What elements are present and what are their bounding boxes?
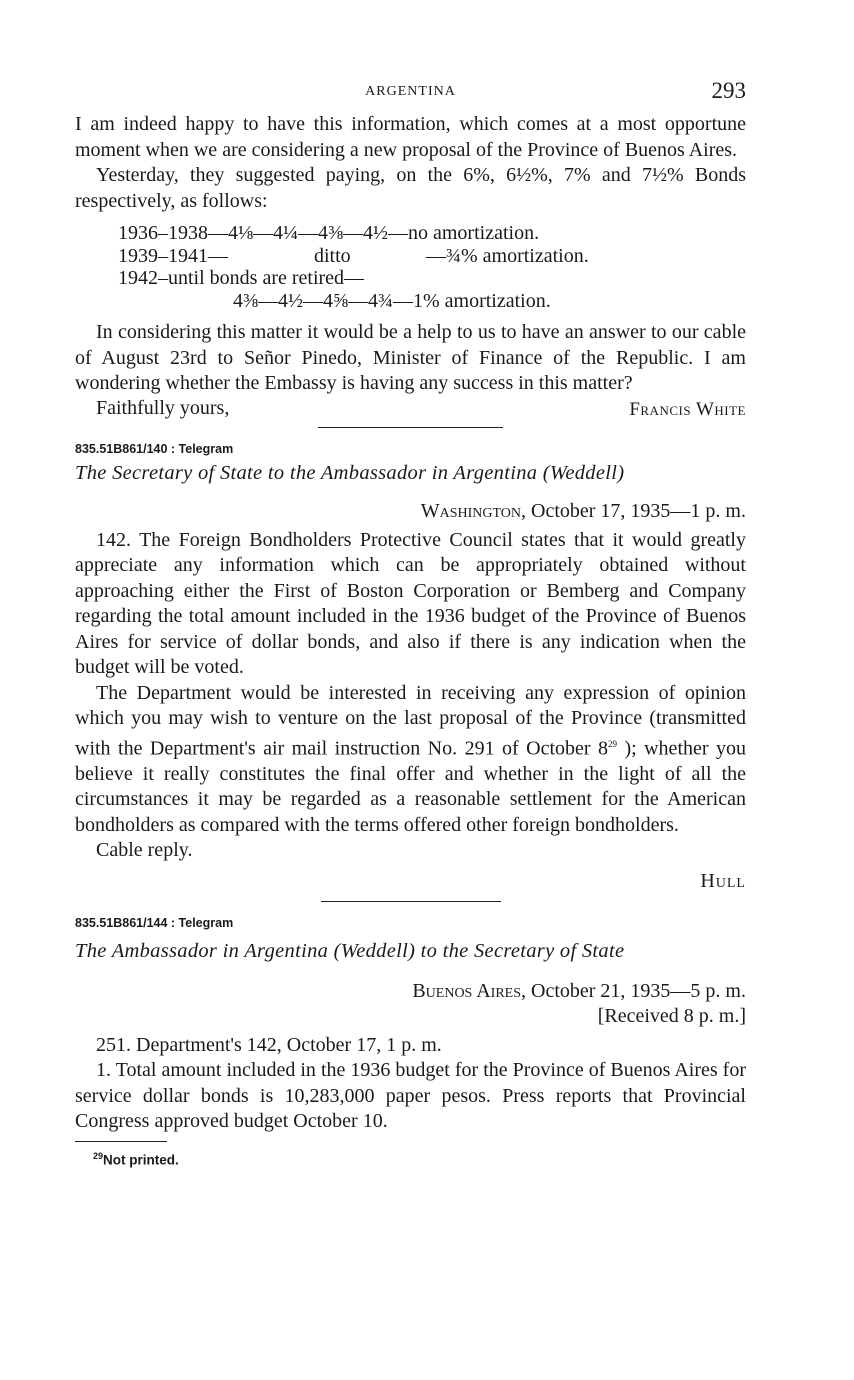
footnote-marker: 29 — [93, 1150, 104, 1161]
footnote-text: Not printed. — [103, 1152, 179, 1168]
document-1-file-number: 835.51B861/140 : Telegram — [75, 441, 234, 456]
schedule-row-4: 4⅜—4½—4⅝—4¾—1% amortization. — [233, 289, 551, 312]
closing-salutation: Faithfully yours, — [96, 396, 230, 419]
section-divider-2 — [321, 901, 501, 902]
letter-paragraph-1: I am indeed happy to have this information, which comes at a most opportune moment when we are considering a new proposal of the Province of Buenos Aires. — [75, 113, 746, 161]
document-1-dateline — [75, 499, 746, 524]
schedule-row-1: 1936–1938—4⅛—4¼—4⅜—4½—no amortization. — [118, 222, 540, 244]
document-1-place: Washington — [420, 499, 522, 522]
document-1-signature: Hull — [700, 869, 746, 892]
footnote-divider — [75, 1141, 167, 1142]
payment-schedule — [118, 222, 746, 312]
document-1-date: , October 17, 1935—1 p. m. — [521, 499, 746, 522]
schedule-row-2-amortization: —¾% amortization. — [426, 244, 589, 267]
section-divider-1 — [318, 427, 503, 428]
document-1-paragraph-3: Cable reply. — [96, 839, 193, 862]
document-2-date: , October 21, 1935—5 p. m. — [521, 979, 746, 1002]
document-2-title: The Ambassador in Argentina (Weddell) to the Secretary of State — [75, 939, 625, 962]
document-1-title: The Secretary of State to the Ambassador in Argentina (Weddell) — [75, 461, 625, 484]
document-2-dateline — [75, 979, 746, 1004]
schedule-row-2-years: 1939–1941— — [118, 244, 228, 267]
footnote-reference: 29 — [608, 738, 617, 749]
document-1-paragraph-1: 142. The Foreign Bondholders Protective Council states that it would greatly appreciate any information which can be appropriately obtained without approaching either the First of Boston Corporation or Bemberg and Company regarding the total amount included in the 1936 budget of the Province of Buenos Aires for service of dollar bonds, and also if there is any indication when the budget will be voted. — [75, 528, 746, 678]
page-header — [75, 78, 746, 112]
running-head: ARGENTINA — [365, 84, 456, 99]
page-number: 293 — [711, 78, 746, 103]
document-2-paragraph-1: 251. Department's 142, October 17, 1 p. m. — [96, 1033, 442, 1056]
document-2-place: Buenos Aires — [412, 979, 522, 1002]
letter-paragraph-3: In considering this matter it would be a help to us to have an answer to our cable of August 23rd to Señor Pinedo, Minister of Finance of the Republic. I am wondering whether the Embassy is having any success in this matter? — [75, 321, 746, 394]
document-2-file-number: 835.51B861/144 : Telegram — [75, 915, 234, 930]
footnote — [93, 1151, 746, 1168]
document-1-paragraph-2 — [75, 681, 746, 839]
schedule-row-3: 1942–until bonds are retired— — [118, 267, 365, 289]
document-2-paragraph-2: 1. Total amount included in the 1936 budget for the Province of Buenos Aires for service dollar bonds is 10,283,000 paper pesos. Press reports that Provincial Congress approved budget October 10. — [75, 1059, 746, 1133]
letter-paragraph-2: Yesterday, they suggested paying, on the 6%, 6½%, 7% and 7½% Bonds respectively, as follows: — [75, 164, 746, 212]
schedule-row-2-ditto: ditto — [314, 244, 351, 267]
letter-signature: Francis White — [629, 398, 746, 420]
document-1-paragraph-2-end: ); whether you believe it really constitutes the final offer and whether in the light of all the circumstances it may be regarded as a reasonable settlement for the American bondholders as compared with the terms offered other foreign bondholders. — [75, 737, 746, 836]
letter-closing — [75, 397, 746, 425]
document-1-paragraph-2-start: The Department would be interested in receiving any expression of opinion which you may wish to venture on the last proposal of the Province (transmitted with the Department's air mail instruction No. 291 of October 8 — [75, 681, 746, 760]
document-2-received: [Received 8 p. m.] — [597, 1004, 746, 1027]
document-page — [75, 78, 746, 1167]
